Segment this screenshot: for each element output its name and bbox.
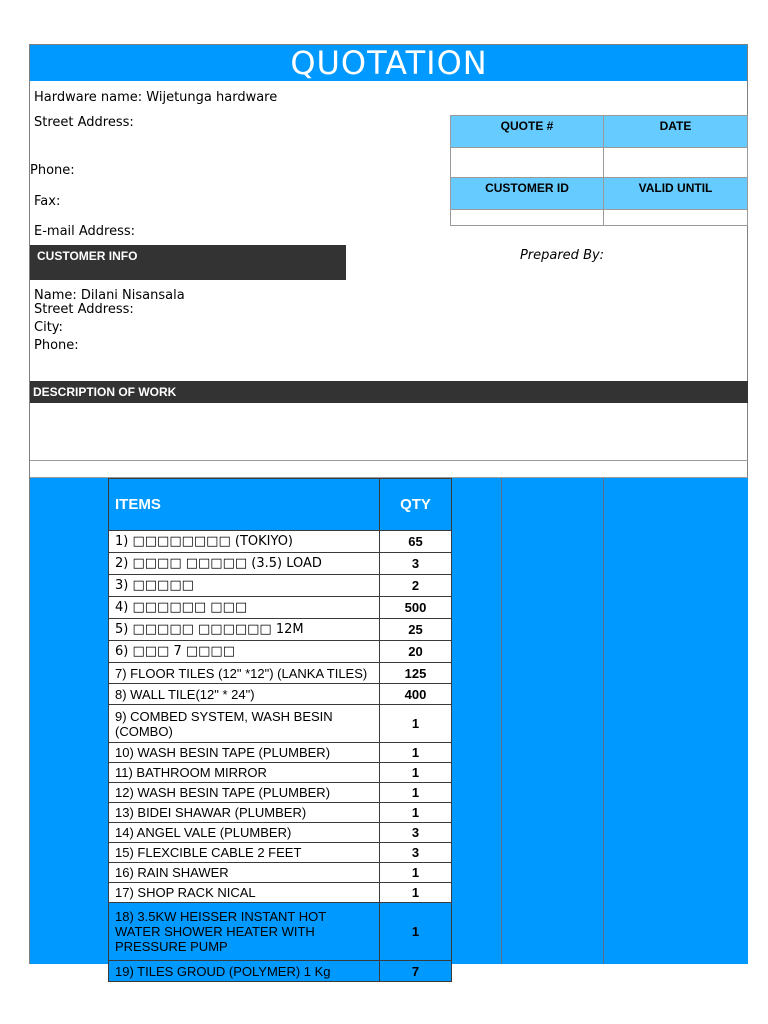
valid-until-header: VALID UNTIL	[603, 177, 748, 210]
item-description: 4) □□□□□□ □□□	[109, 597, 380, 619]
item-description: 2) □□□□ □□□□□ (3.5) LOAD	[109, 553, 380, 575]
column-divider	[501, 478, 502, 964]
valid-until-cell[interactable]	[603, 209, 748, 226]
customer-street-label: Street Address:	[34, 302, 134, 317]
hardware-street-label: Street Address:	[34, 115, 134, 130]
table-row	[109, 705, 452, 743]
item-qty: 1	[380, 705, 452, 743]
items-column-header: ITEMS	[109, 479, 380, 531]
item-description: 6) □□□ 7 □□□□	[109, 641, 380, 663]
item-qty: 25	[380, 619, 452, 641]
item-qty: 400	[380, 684, 452, 705]
quote-number-header: QUOTE #	[450, 115, 604, 148]
customer-id-header: CUSTOMER ID	[450, 177, 604, 210]
item-description: 19) TILES GROUD (POLYMER) 1 Kg	[109, 961, 380, 982]
quote-number-cell[interactable]	[450, 147, 604, 178]
table-row	[109, 783, 452, 803]
item-description: 1) □□□□□□□□ (TOKIYO)	[109, 531, 380, 553]
item-qty: 1	[380, 883, 452, 903]
date-cell[interactable]	[603, 147, 748, 178]
item-description: 14) ANGEL VALE (PLUMBER)	[109, 823, 380, 843]
table-row	[109, 883, 452, 903]
customer-info-header: CUSTOMER INFO	[37, 249, 138, 263]
item-qty: 1	[380, 803, 452, 823]
date-header: DATE	[603, 115, 748, 148]
item-qty: 7	[380, 961, 452, 982]
item-qty: 3	[380, 823, 452, 843]
table-row	[109, 531, 452, 553]
customer-city-label: City:	[34, 320, 63, 335]
item-description: 13) BIDEI SHAWAR (PLUMBER)	[109, 803, 380, 823]
description-bottom-rule	[30, 460, 748, 461]
item-qty: 2	[380, 575, 452, 597]
qty-column-header: QTY	[380, 479, 452, 531]
item-qty: 3	[380, 553, 452, 575]
item-qty: 65	[380, 531, 452, 553]
item-qty: 1	[380, 863, 452, 883]
customer-phone-label: Phone:	[34, 338, 79, 353]
table-row	[109, 863, 452, 883]
table-row	[109, 575, 452, 597]
item-description: 11) BATHROOM MIRROR	[109, 763, 380, 783]
item-qty: 1	[380, 903, 452, 961]
document-title: QUOTATION	[290, 44, 488, 82]
item-description: 3) □□□□□	[109, 575, 380, 597]
hardware-phone-label: Phone:	[30, 163, 75, 178]
item-qty: 1	[380, 743, 452, 763]
table-row	[109, 743, 452, 763]
items-table	[108, 478, 452, 982]
prepared-by-label: Prepared By:	[519, 248, 605, 263]
hardware-email-label: E-mail Address:	[34, 224, 136, 239]
item-description: 5) □□□□□ □□□□□□ 12M	[109, 619, 380, 641]
items-header-row	[109, 479, 452, 531]
item-qty: 3	[380, 843, 452, 863]
table-row	[109, 553, 452, 575]
item-description: 15) FLEXCIBLE CABLE 2 FEET	[109, 843, 380, 863]
table-row	[109, 763, 452, 783]
item-description: 16) RAIN SHAWER	[109, 863, 380, 883]
item-qty: 1	[380, 783, 452, 803]
hardware-fax-label: Fax:	[34, 194, 61, 209]
item-description: 9) COMBED SYSTEM, WASH BESIN (COMBO)	[109, 705, 380, 743]
table-row	[109, 803, 452, 823]
item-description: 8) WALL TILE(12" * 24")	[109, 684, 380, 705]
customer-name: Name: Dilani Nisansala	[34, 288, 185, 303]
table-row	[109, 684, 452, 705]
description-area[interactable]	[30, 404, 748, 460]
table-row	[109, 597, 452, 619]
item-description: 10) WASH BESIN TAPE (PLUMBER)	[109, 743, 380, 763]
table-row	[109, 843, 452, 863]
table-row	[109, 641, 452, 663]
column-divider	[603, 478, 604, 964]
table-row	[109, 903, 452, 961]
table-row	[109, 619, 452, 641]
table-row	[109, 663, 452, 684]
table-row	[109, 823, 452, 843]
item-qty: 20	[380, 641, 452, 663]
description-header: DESCRIPTION OF WORK	[33, 385, 177, 399]
item-qty: 125	[380, 663, 452, 684]
hardware-name: Hardware name: Wijetunga hardware	[34, 90, 278, 105]
item-description: 12) WASH BESIN TAPE (PLUMBER)	[109, 783, 380, 803]
customer-id-cell[interactable]	[450, 209, 604, 226]
table-row	[109, 961, 452, 982]
item-description: 7) FLOOR TILES (12" *12") (LANKA TILES)	[109, 663, 380, 684]
item-qty: 1	[380, 763, 452, 783]
item-qty: 500	[380, 597, 452, 619]
item-description: 18) 3.5KW HEISSER INSTANT HOT WATER SHOWER HEATER WITH PRESSURE PUMP	[109, 903, 380, 961]
item-description: 17) SHOP RACK NICAL	[109, 883, 380, 903]
